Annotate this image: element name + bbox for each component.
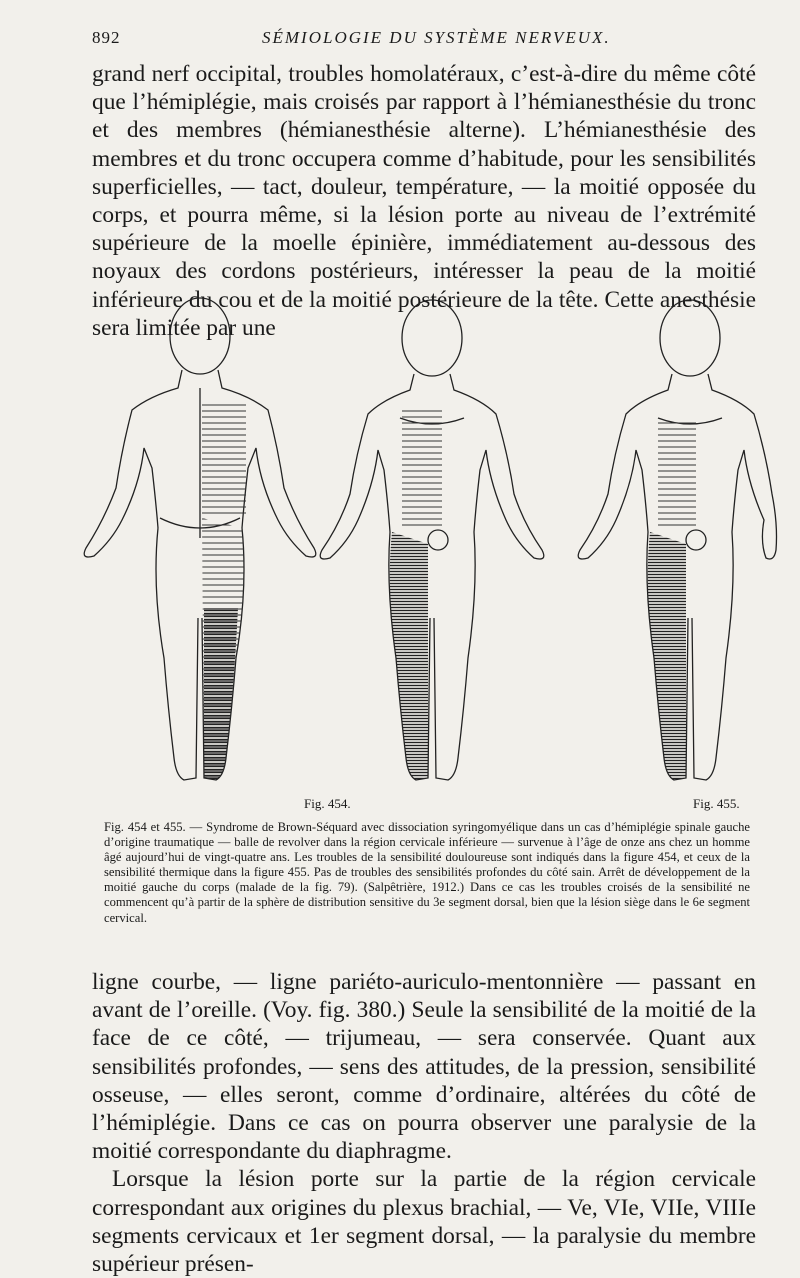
figure-label-455: Fig. 455. [693, 796, 740, 811]
back-hatch-trunk [202, 400, 246, 518]
figure-back-view [84, 298, 316, 780]
front454-hatch-trunk [402, 410, 442, 528]
figure-caption: Fig. 454 et 455. — Syndrome de Brown-Séquard avec dissociation syringomyélique dans un cas d’hémiplégie spinale gauche d’origine traumatique — balle de revolver dans la région cervicale inférieure — survenue à l’âge de onze ans chez un homme âgé aujourd’hui de vingt-quatre ans. Les troubles de la sensibilité douloureuse sont indiqués dans la figure 454, et ceux de la sensibilité thermique dans la figure 455. Pas de troubles des sensibilités profondes du côté sain. Arrêt de développement de la moitié gauche du corps (malade de la fig. 79). (Salpêtrière, 1912.) Dans ce cas les troubles croisés de la sensibilité ne commencent qu’à partir de la sphère de distribution sensitive du 3e segment dorsal, bien que la lésion siège dans le 6e segment cervical. [104, 820, 750, 925]
front455-hatch-trunk [658, 418, 696, 528]
page-number: 892 [92, 28, 121, 47]
bottom-paragraph-2: Lorsque la lésion porte sur la partie de la région cervicale correspondant aux origines du plexus brachial, — Ve, VIe, VIIe, VIIIe segments cervicaux et 1er segment dorsal, — la paralysie du membre supérieur présen- [92, 1166, 756, 1278]
page-header [92, 28, 752, 52]
top-paragraph: grand nerf occipital, troubles homolatéraux, c’est-à-dire du même côté que l’hémiplégie, mais croisés par rapport à l’hémianesthésie du tronc et des membres (hémianesthésie alterne). L’hémianesthésie des membres et du tronc occupera comme d’habitude, pour les sensibilités superficielles, — tact, douleur, température, — la moitié opposée du corps, et pourra même, si la lésion porte au niveau de l’extrémité supérieure de la moelle épinière, immédiatement au-dessous des noyaux des cordons postérieurs, intéresser la peau de la moitié inférieure du cou et de la moitié postérieure de la tête. Cette anesthésie sera limitée par une [92, 61, 756, 341]
running-title: SÉMIOLOGIE DU SYSTÈME NERVEUX. [262, 28, 611, 47]
figure-front-view-454 [320, 300, 544, 780]
figure-label-454: Fig. 454. [304, 796, 351, 811]
body-figures-illustration [60, 288, 780, 808]
bottom-paragraph-1: ligne courbe, — ligne pariéto-auriculo-mentonnière — passant en avant de l’oreille. (Voy. fig. 380.) Seule la sensibilité de la moitié de la face de ce côté, — trijumeau, — sera conservée. Quant aux sensibilités profondes, — sens des attitudes, de la pression, sensibilité osseuse, — elles seront, comme d’ordinaire, altérées du côté de l’hémiplégie. Dans ce cas on pourra observer une paralysie de la moitié correspondante du diaphragme. [92, 969, 756, 1165]
